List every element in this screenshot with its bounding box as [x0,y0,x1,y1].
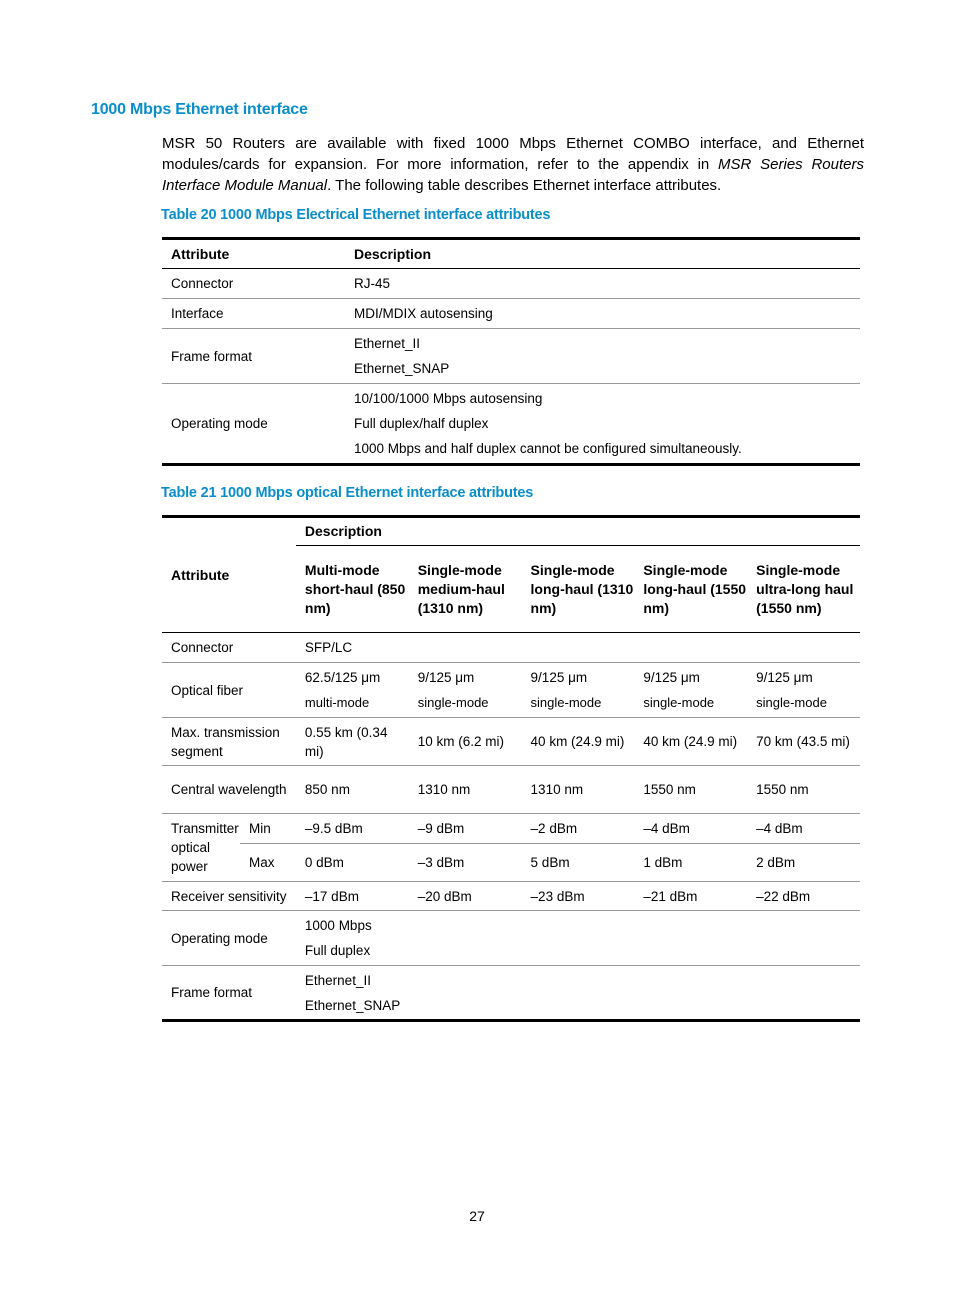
description-line: Ethernet_II [354,336,421,351]
value-cell: 1310 nm [522,766,635,814]
section-heading: 1000 Mbps Ethernet interface [91,101,308,118]
attribute-cell: Max. transmission segment [162,718,296,766]
value-cell [296,911,860,966]
table-row [162,911,860,966]
description-cell: MDI/MDIX autosensing [345,299,860,329]
header-description: Description [296,517,860,546]
value-cell: 2 dBm [747,844,860,882]
optical-attributes-table [162,515,860,1022]
value-line: 9/125 μm [417,670,475,685]
value-cell: 1 dBm [634,844,747,882]
table20-caption: Table 20 1000 Mbps Electrical Ethernet interface attributes [161,207,551,223]
value-line: 1000 Mbps [304,918,372,933]
value-cell: –21 dBm [634,882,747,911]
intro-paragraph [162,133,864,196]
description-cell: RJ-45 [345,269,860,299]
table-row [162,766,860,814]
table-row [162,882,860,911]
value-cell [634,663,747,718]
attribute-cell: Optical fiber [162,663,296,718]
value-cell [296,663,409,718]
value-cell: –4 dBm [747,814,860,844]
value-line: single-mode [417,695,489,710]
description-cell [345,384,860,465]
table-row [162,633,860,663]
attribute-cell: Transmitter optical power [162,814,240,882]
page-number: 27 [469,1208,485,1224]
min-label: Min [240,814,296,844]
value-cell: –23 dBm [522,882,635,911]
table-row [162,384,860,465]
value-cell: 70 km (43.5 mi) [747,718,860,766]
attribute-cell: Interface [162,299,345,329]
intro-manual-title: MSR Series Routers Interface Module Manual [162,156,864,194]
table-row [162,299,860,329]
value-cell [522,663,635,718]
value-cell: –22 dBm [747,882,860,911]
attribute-cell: Frame format [162,966,296,1021]
description-line: 1000 Mbps and half duplex cannot be configured simultaneously. [354,441,742,456]
header-multimode-850: Multi-mode short-haul (850 nm) [296,546,409,633]
value-cell [747,663,860,718]
value-cell: 0.55 km (0.34 mi) [296,718,409,766]
max-label: Max [240,844,296,882]
table-row [162,814,860,844]
value-line: single-mode [643,695,715,710]
value-cell: 1550 nm [634,766,747,814]
value-line: single-mode [756,695,827,710]
header-singlemode-ultralong-1550: Single-mode ultra-long haul (1550 nm) [747,546,860,633]
attribute-cell: Receiver sensitivity [162,882,296,911]
value-cell: 40 km (24.9 mi) [522,718,635,766]
value-line: 9/125 μm [756,670,813,685]
value-cell: 10 km (6.2 mi) [409,718,522,766]
table-row [162,966,860,1021]
header-singlemode-long-1310: Single-mode long-haul (1310 nm) [522,546,635,633]
intro-text-1: MSR 50 Routers are available with fixed 1000 Mbps Ethernet COMBO interface, and Ethernet modules/cards for expansion. For more information, refer to the appendix in [162,135,864,173]
attribute-cell: Operating mode [162,911,296,966]
header-attribute: Attribute [162,517,296,633]
table-row [162,844,860,882]
value-cell: –3 dBm [409,844,522,882]
table-row [162,663,860,718]
value-cell: SFP/LC [296,633,860,663]
table-header-row [162,239,860,269]
value-line: 62.5/125 μm [304,670,381,685]
table-header-row [162,517,860,546]
table21-caption: Table 21 1000 Mbps optical Ethernet interface attributes [161,485,534,501]
value-cell: 40 km (24.9 mi) [634,718,747,766]
description-line: 10/100/1000 Mbps autosensing [354,391,543,406]
value-line: Ethernet_SNAP [304,997,401,1013]
header-singlemode-long-1550: Single-mode long-haul (1550 nm) [634,546,747,633]
value-cell: –9 dBm [409,814,522,844]
value-line: multi-mode [304,695,370,710]
intro-text-2: . The following table describes Ethernet interface attributes. [327,177,722,194]
value-line: 9/125 μm [530,670,588,685]
table-row [162,718,860,766]
value-cell: –17 dBm [296,882,409,911]
value-cell: 1550 nm [747,766,860,814]
value-line: 9/125 μm [643,670,700,685]
table-row [162,269,860,299]
header-attribute: Attribute [162,239,345,269]
table-row [162,329,860,384]
value-cell: –9.5 dBm [296,814,409,844]
value-line: Full duplex [304,943,371,958]
value-line: single-mode [530,695,602,710]
description-line: Full duplex/half duplex [354,416,489,431]
description-cell [345,329,860,384]
attribute-cell: Connector [162,269,345,299]
value-cell: –2 dBm [522,814,635,844]
value-cell [296,966,860,1021]
attribute-cell: Operating mode [162,384,345,465]
attribute-cell: Frame format [162,329,345,384]
value-cell: –20 dBm [409,882,522,911]
value-cell [409,663,522,718]
attribute-cell: Connector [162,633,296,663]
description-line: Ethernet_SNAP [354,361,450,376]
value-cell: 0 dBm [296,844,409,882]
value-cell: 1310 nm [409,766,522,814]
attribute-cell: Central wavelength [162,766,296,814]
value-cell: 5 dBm [522,844,635,882]
value-cell: 850 nm [296,766,409,814]
header-singlemode-medium-1310: Single-mode medium-haul (1310 nm) [409,546,522,633]
value-line: Ethernet_II [304,972,371,988]
value-cell: –4 dBm [634,814,747,844]
header-description: Description [345,239,860,269]
electrical-attributes-table [162,237,860,466]
